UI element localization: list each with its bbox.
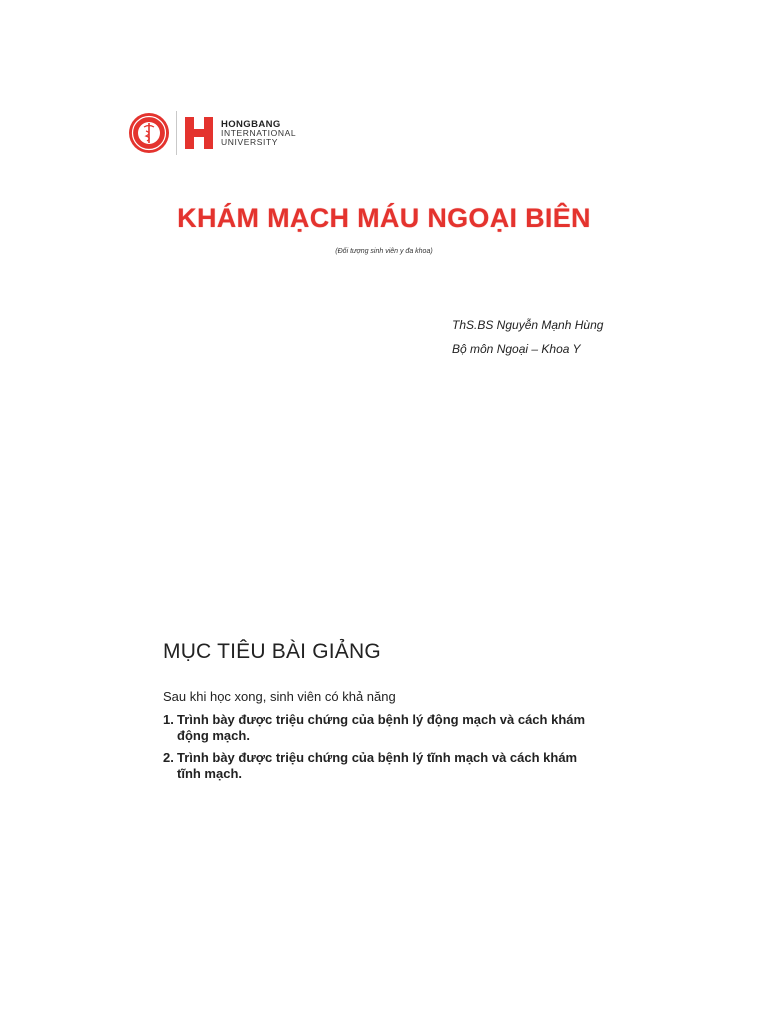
university-logo [128,110,296,156]
objectives-list [163,712,603,788]
objective-item [163,712,603,744]
university-seal-icon [128,112,170,154]
objective-text: Trình bày được triệu chứng của bệnh lý tĩnh mạch và cách khám tĩnh mạch. [177,750,578,781]
document-subtitle: (Đối tượng sinh viên y đa khoa) [335,248,433,255]
h-letter-icon [185,117,213,149]
objective-number: 2. [163,750,174,765]
university-name-line3: UNIVERSITY [221,136,279,147]
document-title: KHÁM MẠCH MÁU NGOẠI BIÊN [177,203,591,233]
objectives-heading: MỤC TIÊU BÀI GIẢNG [163,640,381,663]
objective-number: 1. [163,712,174,727]
author-name: ThS.BS Nguyễn Mạnh Hùng [452,318,604,332]
university-name-line1: HONGBANG [221,118,281,130]
objective-text: Trình bày được triệu chứng của bệnh lý động mạch và cách khám động mạch. [177,712,586,743]
author-block [452,316,603,364]
university-name [221,120,296,147]
author-department: Bộ môn Ngoại – Khoa Y [452,342,581,356]
university-name-line2: INTERNATIONAL [221,127,297,138]
objective-item [163,750,603,782]
logo-divider [176,111,177,155]
objectives-intro: Sau khi học xong, sinh viên có khả năng [163,689,396,704]
